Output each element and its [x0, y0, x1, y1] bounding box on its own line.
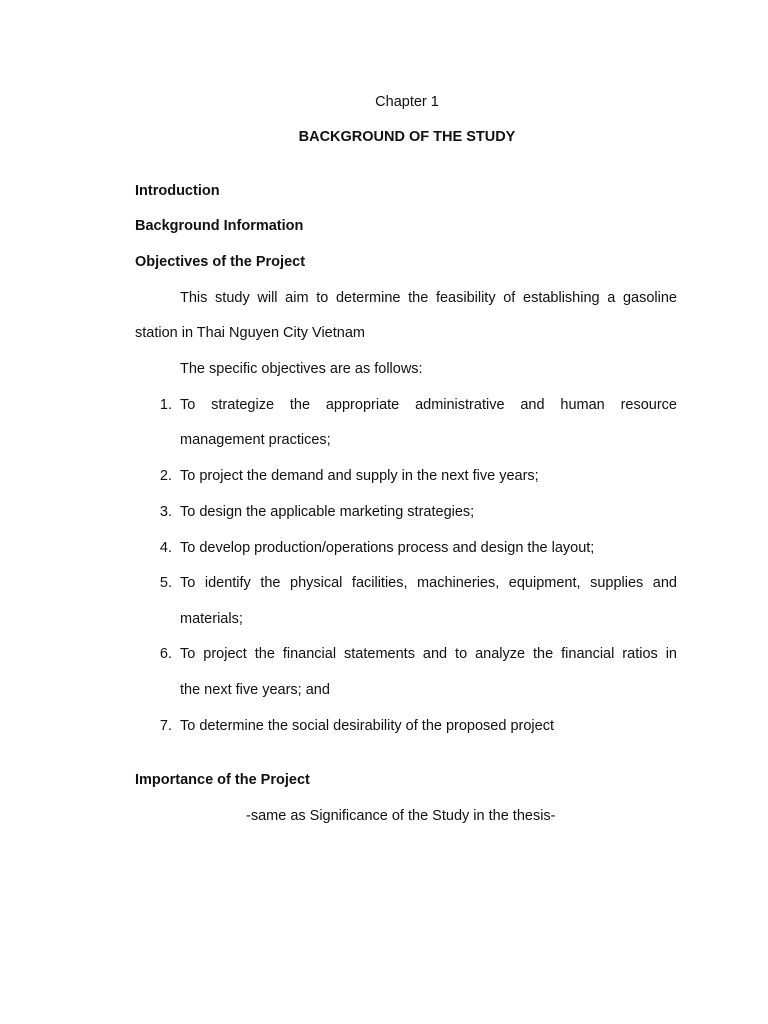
- list-item-text: To project the demand and supply in the next five years;: [180, 468, 539, 484]
- list-item-number: 5.: [159, 575, 172, 591]
- list-item-text: To project the financial statements and to analyze the financial ratios in: [180, 646, 677, 662]
- heading-introduction: Introduction: [135, 183, 220, 199]
- list-item-text: To design the applicable marketing strategies;: [180, 504, 475, 520]
- heading-background-information: Background Information: [135, 218, 304, 234]
- heading-importance: Importance of the Project: [135, 772, 310, 788]
- objectives-paragraph-line-1: This study will aim to determine the feasibility of establishing a gasoline: [180, 290, 677, 306]
- list-item-number: 7.: [159, 718, 172, 734]
- objectives-paragraph-line-2: station in Thai Nguyen City Vietnam: [135, 325, 365, 341]
- list-item-text-continued: management practices;: [180, 432, 331, 448]
- list-item-text: To develop production/operations process and design the layout;: [180, 540, 595, 556]
- specific-objectives-intro: The specific objectives are as follows:: [180, 361, 423, 377]
- list-item-number: 3.: [159, 504, 172, 520]
- list-item-number: 6.: [159, 646, 172, 662]
- chapter-label: Chapter 1: [375, 94, 439, 110]
- list-item-text: To determine the social desirability of the proposed project: [180, 718, 554, 734]
- chapter-title: BACKGROUND OF THE STUDY: [298, 129, 516, 145]
- list-item-number: 4.: [159, 540, 172, 556]
- list-item-text-continued: materials;: [180, 611, 243, 627]
- heading-objectives: Objectives of the Project: [135, 254, 306, 270]
- list-item-text: To identify the physical facilities, machineries, equipment, supplies and: [180, 575, 677, 591]
- importance-note: -same as Significance of the Study in the thesis-: [246, 808, 556, 824]
- list-item-number: 1.: [159, 397, 172, 413]
- list-item-text-continued: the next five years; and: [180, 682, 330, 698]
- list-item-text: To strategize the appropriate administrative and human resource: [180, 397, 677, 413]
- list-item-number: 2.: [159, 468, 172, 484]
